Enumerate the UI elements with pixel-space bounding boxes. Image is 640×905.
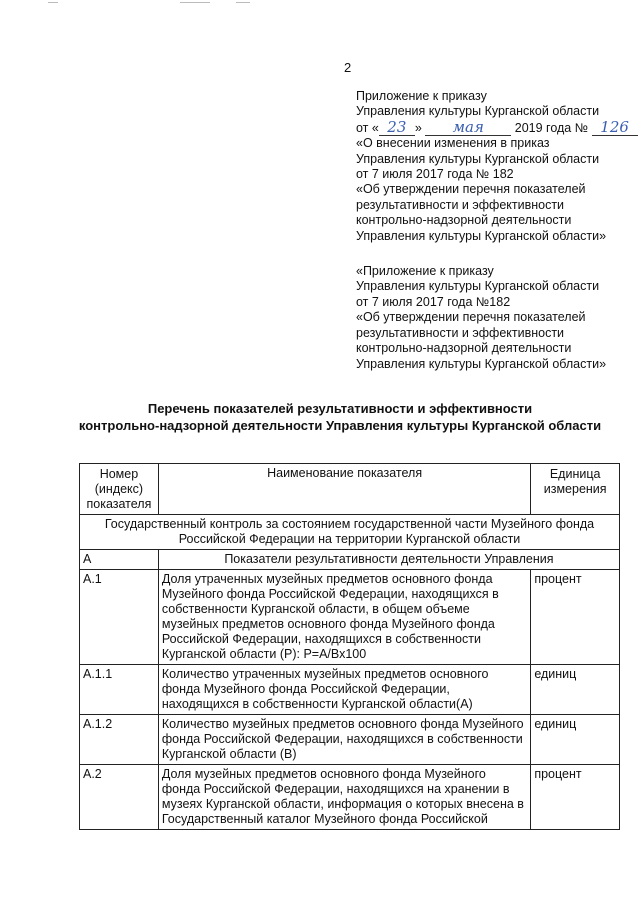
- group-name: Показатели результативности деятельности Управления: [158, 550, 619, 570]
- date-mid: »: [414, 120, 422, 135]
- appendix-line: Приложение к приказу: [356, 89, 487, 103]
- appendix-block: [356, 89, 629, 372]
- handwritten-number: 126: [592, 120, 638, 136]
- appendix-line: Управления культуры Курганской области»: [356, 356, 607, 371]
- header-number: Номер (индекс) показателя: [80, 464, 159, 515]
- table-row: [80, 715, 620, 765]
- row-name: Количество музейных предметов основного фонда Музейного фонда Российской Федерации, находящихся в собственности Курганской области (В): [158, 715, 530, 765]
- row-name: Доля музейных предметов основного фонда Музейного фонда Российской Федерации, находящихся на хранении в музеях Курганской области, информация о которых внесена в Государственный каталог Музейного фонда Российской: [158, 765, 530, 830]
- appendix-line: контрольно-надзорной деятельности: [356, 341, 572, 356]
- row-unit: единиц: [531, 715, 620, 765]
- row-name: Доля утраченных музейных предметов основного фонда Музейного фонда Российской Федерации, находящихся в собственности Курганской области, в общем объеме музейных предметов основного фонда Музейного фонда Российской Федерации, находящихся в собственности Курганской области (Р): Р=А/Вх100: [158, 570, 530, 665]
- appendix-line: Управления культуры Курганской области»: [356, 228, 607, 243]
- row-unit: единиц: [531, 665, 620, 715]
- appendix-line: контрольно-надзорной деятельности: [356, 213, 572, 228]
- date-prefix: от «: [356, 120, 379, 135]
- handwritten-month: мая: [425, 120, 511, 136]
- header-name: Наименование показателя: [158, 464, 530, 515]
- page-number: 2: [344, 60, 352, 75]
- appendix-line: «Об утверждении перечня показателей: [356, 182, 586, 197]
- appendix-line: результативности и эффективности: [356, 197, 565, 212]
- appendix-line: «О внесении изменения в приказ: [356, 136, 550, 151]
- group-row: [80, 550, 620, 570]
- row-code: А.1.1: [80, 665, 159, 715]
- appendix-date-line: [356, 117, 629, 136]
- table-row: [80, 570, 620, 665]
- title-line: Перечень показателей результативности и эффективности: [147, 401, 533, 416]
- title-line: контрольно-надзорной деятельности Управления культуры Курганской области: [78, 418, 602, 433]
- row-unit: процент: [531, 570, 620, 665]
- date-year: 2019 года №: [514, 120, 589, 135]
- header-unit: Единица измерения: [531, 464, 620, 515]
- scan-top-edge: [0, 0, 640, 6]
- table-row: [80, 665, 620, 715]
- appendix-line: «Приложение к приказу: [356, 264, 494, 279]
- appendix-line: Управления культуры Курганской области: [356, 104, 600, 119]
- document-title: [40, 400, 640, 434]
- section-title: Государственный контроль за состоянием государственной части Музейного фонда Российской Федерации на территории Курганской области: [80, 515, 620, 550]
- appendix-line: результативности и эффективности: [356, 325, 565, 340]
- appendix-line: Управления культуры Курганской области: [356, 151, 600, 166]
- handwritten-day: 23: [379, 120, 415, 136]
- indicators-table: [79, 463, 620, 830]
- row-unit: процент: [531, 765, 620, 830]
- appendix-line: Управления культуры Курганской области: [356, 279, 600, 294]
- table-header-row: [80, 464, 620, 515]
- row-code: А.1.2: [80, 715, 159, 765]
- group-code: А: [80, 550, 159, 570]
- appendix-line: от 7 июля 2017 года № 182: [356, 167, 514, 182]
- row-code: А.1: [80, 570, 159, 665]
- row-name: Количество утраченных музейных предметов основного фонда Музейного фонда Российской Федерации, находящихся в собственности Курганской области(А): [158, 665, 530, 715]
- table-row: [80, 765, 620, 830]
- appendix-line: «Об утверждении перечня показателей: [356, 310, 586, 325]
- appendix-spacer: [356, 244, 626, 264]
- section-row: [80, 515, 620, 550]
- appendix-line: от 7 июля 2017 года №182: [356, 294, 511, 309]
- row-code: А.2: [80, 765, 159, 830]
